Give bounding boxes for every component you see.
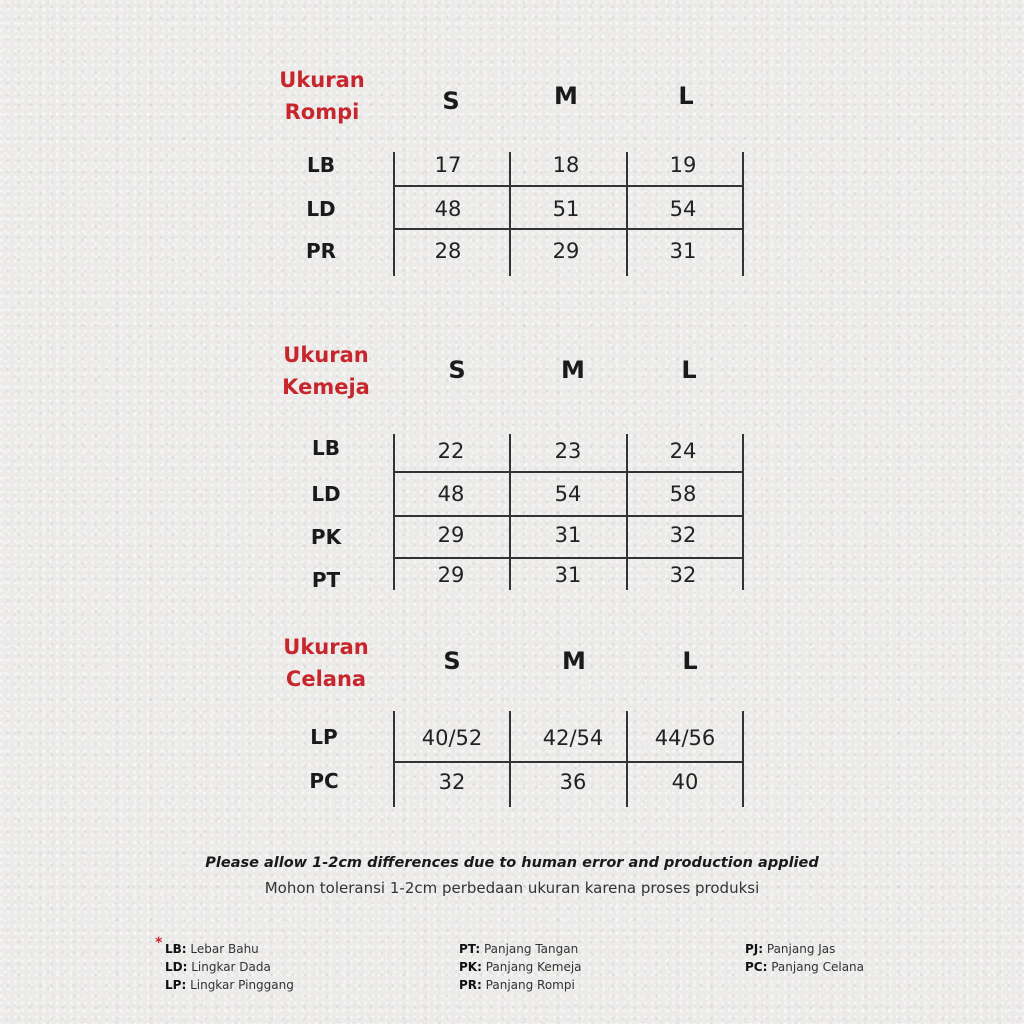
table-divider [742,152,744,276]
table-cell: 54 [669,197,697,221]
row-label: PT [311,568,341,592]
table-divider [742,434,744,590]
legend-abbr: LD: [165,960,188,974]
legend-text: Panjang Celana [767,960,865,974]
table-divider [393,761,744,763]
rompi-title [257,64,387,128]
table-cell: 28 [434,239,462,263]
row-label: LB [307,153,335,177]
legend-text: Lingkar Dada [187,960,271,974]
row-label: PK [310,525,342,549]
title-line: Rompi [284,100,360,124]
table-cell: 32 [669,563,697,587]
table-cell: 48 [437,482,465,506]
legend-column [459,940,582,994]
asterisk-mark: * [155,935,163,951]
row-label: LB [312,436,340,460]
table-divider [393,185,744,187]
table-cell: 36 [559,770,587,794]
legend-item [165,958,294,976]
table-divider [393,515,744,517]
tolerance-note-en: Please allow 1-2cm differences due to human error and production applied [205,855,819,871]
table-cell: 44/56 [654,726,716,750]
row-label: LD [306,197,336,221]
row-label: PR [305,239,337,263]
legend-abbr: PT: [459,942,481,956]
table-cell: 23 [554,439,582,463]
table-divider [393,471,744,473]
size-header-l: L [681,356,697,384]
size-header-m: M [562,647,586,675]
table-cell: 18 [552,153,580,177]
size-header-l: L [678,82,694,110]
legend-text: Lingkar Pinggang [186,978,294,992]
legend-text: Lebar Bahu [186,942,259,956]
legend-text: Panjang Kemeja [481,960,582,974]
row-label: LP [310,725,338,749]
title-line: Ukuran [283,343,369,367]
legend-text: Panjang Rompi [481,978,575,992]
table-cell: 42/54 [542,726,604,750]
legend-text: Panjang Jas [763,942,836,956]
table-divider [393,557,744,559]
legend-item [745,958,864,976]
table-cell: 24 [669,439,697,463]
kemeja-title [261,339,391,403]
table-cell: 54 [554,482,582,506]
table-cell: 31 [669,239,697,263]
title-line: Ukuran [279,68,365,92]
legend-column [165,940,294,994]
tolerance-note-id: Mohon toleransi 1-2cm perbedaan ukuran karena proses produksi [264,879,760,897]
title-line: Celana [285,667,367,691]
legend-item [459,940,582,958]
legend-abbr: PK: [459,960,482,974]
table-cell: 31 [554,563,582,587]
size-header-l: L [682,647,698,675]
size-header-s: S [443,647,461,675]
legend-item [459,976,582,994]
table-divider [393,228,744,230]
table-cell: 19 [669,153,697,177]
table-cell: 32 [669,523,697,547]
table-cell: 40 [671,770,699,794]
table-cell: 29 [437,563,465,587]
size-header-s: S [442,87,460,115]
title-line: Ukuran [283,635,369,659]
table-cell: 29 [437,523,465,547]
table-cell: 32 [438,770,466,794]
table-cell: 40/52 [421,726,483,750]
table-cell: 48 [434,197,462,221]
row-label: LD [311,482,341,506]
legend-column [745,940,864,976]
table-cell: 31 [554,523,582,547]
legend-abbr: LP: [165,978,187,992]
legend-item [745,940,864,958]
legend-abbr: PR: [459,978,482,992]
legend-abbr: LB: [165,942,187,956]
table-cell: 51 [552,197,580,221]
size-header-s: S [448,356,466,384]
size-header-m: M [554,82,578,110]
table-cell: 29 [552,239,580,263]
table-cell: 22 [437,439,465,463]
legend-item [165,940,294,958]
row-label: PC [309,769,339,793]
legend-abbr: PC: [745,960,768,974]
title-line: Kemeja [282,375,370,399]
table-cell: 17 [434,153,462,177]
legend-abbr: PJ: [745,942,764,956]
celana-title [261,631,391,695]
size-header-m: M [561,356,585,384]
legend-item [165,976,294,994]
legend-text: Panjang Tangan [480,942,579,956]
table-cell: 58 [669,482,697,506]
legend-item [459,958,582,976]
